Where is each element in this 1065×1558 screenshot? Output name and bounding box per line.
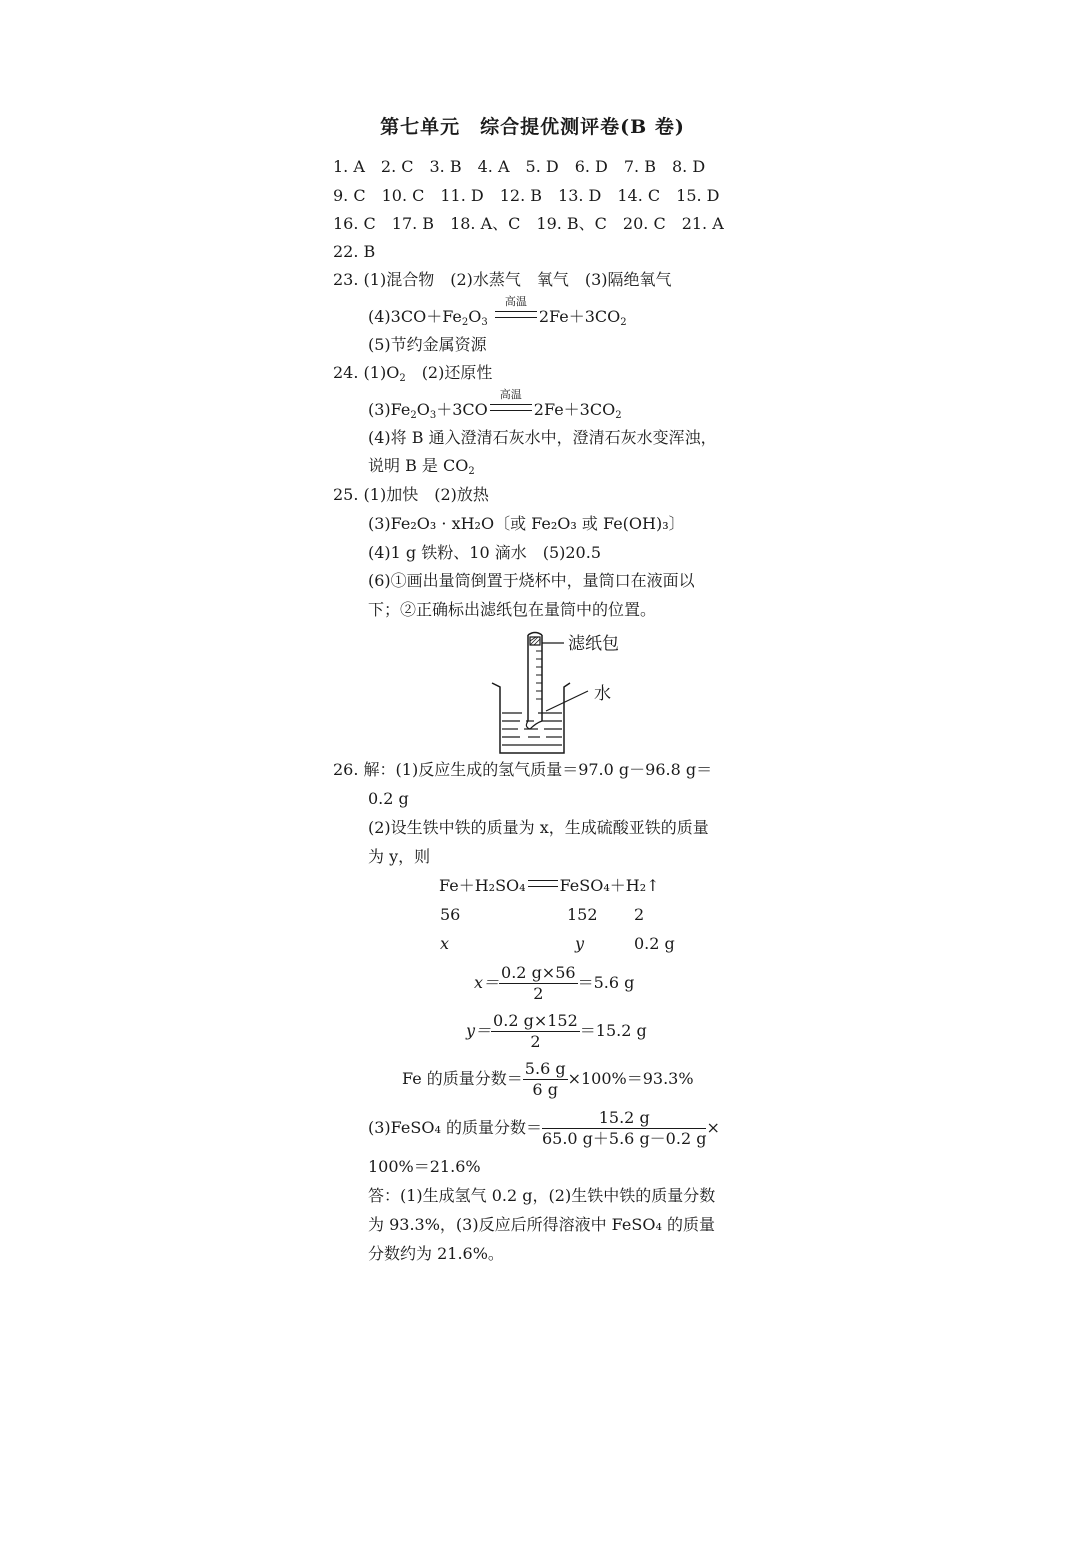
- q26-line-4: 为 y，则: [368, 847, 431, 866]
- q26-line-2: 0.2 g: [368, 789, 409, 808]
- q26-fe-fraction-formula: [402, 1058, 694, 1100]
- q24-eq-condition: 高温: [499, 388, 522, 401]
- q24-line-4-text: 说明 B 是 CO: [368, 456, 469, 475]
- q26-var-y: y: [575, 934, 585, 953]
- q26-mass-fe: 56: [440, 905, 461, 924]
- q26-rx-right: FeSO₄＋H₂↑: [559, 876, 660, 895]
- fe-lhs: Fe 的质量分数＝: [402, 1069, 523, 1088]
- q24-eq-left: (3)Fe: [368, 400, 411, 419]
- q23-eq-left: (4)3CO＋Fe: [368, 307, 462, 326]
- page-title: 第七单元 综合提优测评卷(B 卷): [380, 116, 685, 138]
- y-denominator: 2: [530, 1032, 541, 1051]
- q26-answer-line-2: 为 93.3%，(3)反应后所得溶液中 FeSO₄ 的质量: [368, 1215, 715, 1234]
- y-result: ＝15.2 g: [579, 1021, 647, 1040]
- y-lhs: y＝: [466, 1021, 492, 1040]
- feso4-fraction: [542, 1108, 707, 1149]
- q23-eq-right: 2Fe＋3CO: [538, 307, 621, 326]
- x-result: ＝5.6 g: [577, 973, 635, 992]
- q24-part1: 24. (1)O: [333, 363, 400, 382]
- fe-numerator: 5.6 g: [524, 1059, 566, 1078]
- q24-eq-mid: ＋3CO: [436, 400, 488, 419]
- q24-eq-right: 2Fe＋3CO: [533, 400, 616, 419]
- mc-answers-line-4: 22. B: [333, 242, 376, 261]
- x-fraction: [499, 963, 578, 1004]
- q24-line-1: 24. $(1)O_2$ (2)还原性: [333, 363, 493, 384]
- mc-answers-line-1: 1. A 2. C 3. B 4. A 5. D 6. D 7. B 8. D: [333, 157, 706, 176]
- q25-line-2: (3)Fe₂O₃ · xH₂O〔或 Fe₂O₃ 或 Fe(OH)₃〕: [368, 514, 685, 533]
- measuring-cylinder-icon: [528, 635, 542, 721]
- water-lines-icon: [502, 713, 562, 745]
- q26-val-h2: 0.2 g: [634, 934, 675, 953]
- beaker-icon: [492, 683, 570, 753]
- q25-line-5: 下；②正确标出滤纸包在量筒中的位置。: [368, 600, 657, 619]
- x-denominator: 2: [533, 984, 544, 1003]
- q26-feso4-result: 100%＝21.6%: [368, 1157, 481, 1176]
- y-fraction: [491, 1011, 580, 1052]
- apparatus-diagram: [480, 625, 660, 764]
- q24-part2: (2)还原性: [405, 363, 493, 382]
- q26-reaction: [439, 875, 660, 897]
- q26-answer-line-3: 分数约为 21.6%。: [368, 1244, 504, 1263]
- q26-line-1: 26. 解：(1)反应生成的氢气质量＝97.0 g－96.8 g＝: [333, 760, 713, 779]
- q26-line-3: (2)设生铁中铁的质量为 x，生成硫酸亚铁的质量: [368, 818, 709, 837]
- fe-result: ×100%＝93.3%: [567, 1069, 694, 1088]
- feso4-times: ×: [706, 1118, 720, 1137]
- q26-y-formula: [466, 1010, 647, 1052]
- q23-equation: $(4)3CO+Fe_2O_3$ 高温 $2Fe+3CO_2$: [368, 306, 627, 334]
- q23-line-1: 23. (1)混合物 (2)水蒸气 氧气 (3)隔绝氧气: [333, 270, 672, 289]
- q24-line-4: 说明 B 是 $CO_2$: [368, 456, 475, 477]
- q26-rx-left: Fe＋H₂SO₄: [439, 876, 526, 895]
- mc-answers-line-3: 16. C 17. B 18. A、C 19. B、C 20. C 21. A: [333, 214, 724, 233]
- label-filter-paper: 滤纸包: [568, 634, 619, 654]
- fe-denominator: 6 g: [532, 1080, 558, 1099]
- feso4-denominator: 65.0 g＋5.6 g－0.2 g: [541, 1129, 707, 1148]
- fe-fraction: [523, 1059, 568, 1100]
- q24-line-3: (4)将 B 通入澄清石灰水中，澄清石灰水变浑浊，: [368, 428, 717, 447]
- feso4-numerator: 15.2 g: [542, 1108, 707, 1129]
- q25-line-1: 25. (1)加快 (2)放热: [333, 485, 489, 504]
- q26-x-formula: [474, 962, 634, 1004]
- graduation-marks-icon: [536, 651, 542, 699]
- x-lhs: x＝: [474, 973, 500, 992]
- q25-line-4: (6)①画出量筒倒置于烧杯中，量筒口在液面以: [368, 571, 695, 590]
- reaction-arrow: [488, 388, 534, 421]
- water-leader-line-icon: [546, 691, 588, 711]
- label-water: 水: [594, 684, 611, 704]
- q23-line-3: (5)节约金属资源: [368, 335, 487, 354]
- q26-feso4-formula: [368, 1107, 720, 1149]
- y-numerator: 0.2 g×152: [493, 1011, 578, 1030]
- q26-var-x: x: [440, 934, 450, 953]
- q23-eq-condition: 高温: [504, 295, 527, 308]
- q24-equation: $(3)Fe_2O_3+3CO$ 高温 $2Fe+3CO_2$: [368, 399, 622, 427]
- x-numerator: 0.2 g×56: [501, 963, 576, 982]
- q25-line-3: (4)1 g 铁粉、10 滴水 (5)20.5: [368, 543, 601, 562]
- q26-mass-h2: 2: [634, 905, 645, 924]
- feso4-lhs: (3)FeSO₄ 的质量分数＝: [368, 1118, 542, 1137]
- reaction-arrow: [493, 295, 539, 328]
- q26-mass-feso4: 152: [567, 905, 598, 924]
- mc-answers-line-2: 9. C 10. C 11. D 12. B 13. D 14. C 15. D: [333, 186, 720, 205]
- q26-answer-line-1: 答：(1)生成氢气 0.2 g，(2)生铁中铁的质量分数: [368, 1186, 716, 1205]
- reaction-arrow: [526, 875, 560, 897]
